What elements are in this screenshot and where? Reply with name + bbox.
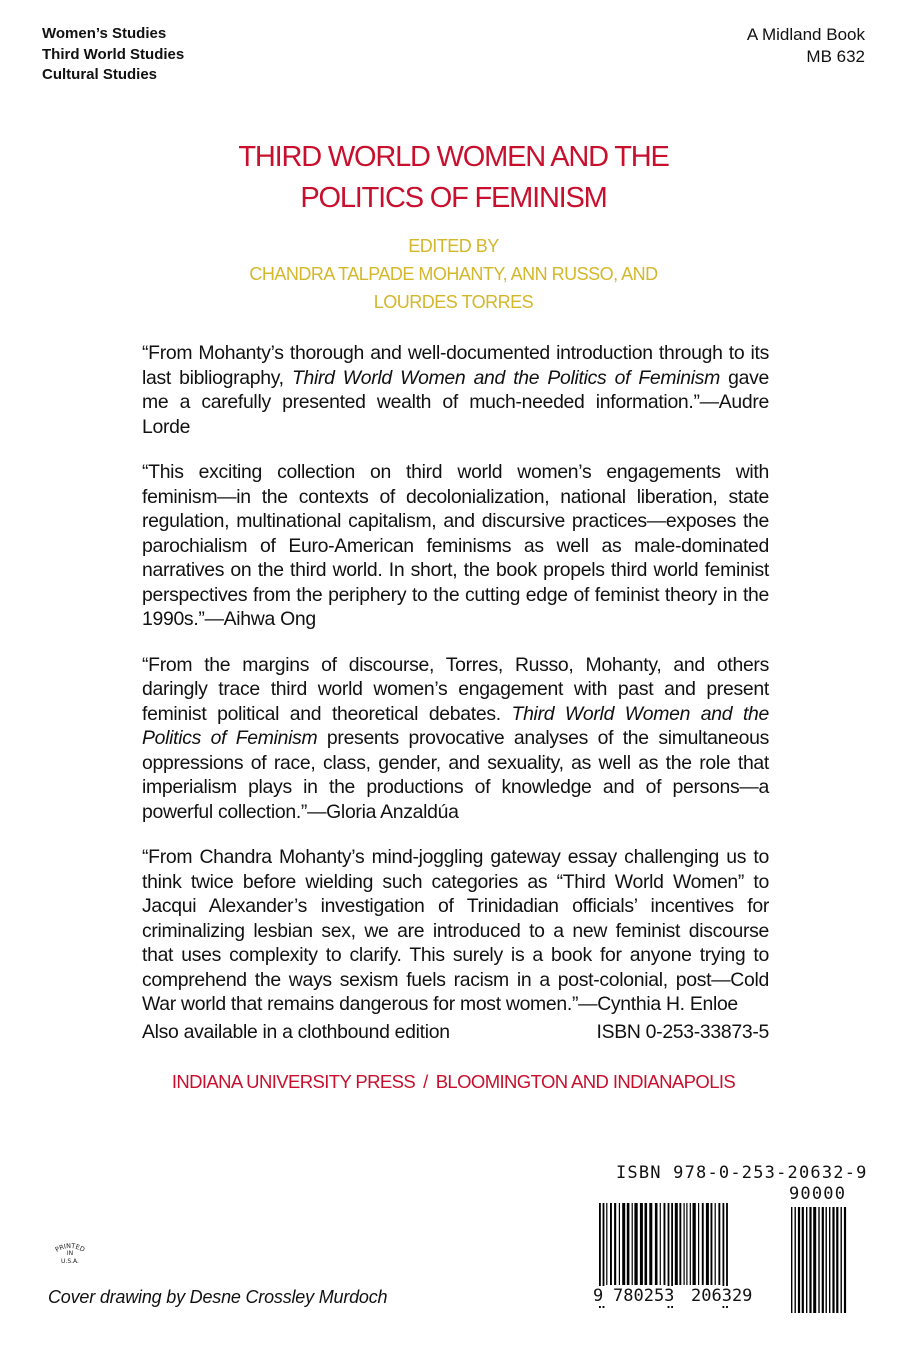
barcode-bar	[702, 1203, 704, 1285]
barcode-bar	[664, 1203, 666, 1285]
barcode-bar	[715, 1203, 716, 1285]
barcode-bar	[634, 1203, 637, 1285]
edited-by-label: EDITED BY	[408, 236, 499, 256]
press-cities: BLOOMINGTON AND INDIANAPOLIS	[435, 1071, 736, 1092]
barcode-bar	[826, 1207, 827, 1313]
editors-line-2: LOURDES TORRES	[373, 292, 534, 312]
barcode-bar	[645, 1203, 648, 1285]
quote-enloe: “From Chandra Mohanty’s mind-joggling gateway essay challenging us to think twice before wielding such categories as “Third World Women” to Jacqui Alexander’s investigation of Trinidadian officials’ incentives for criminalizing lesbian sex, we are introduced to a new feminist discourse that uses complexity to clarify. This surely is a book for anyone trying to comprehend the ways sexism fuels racism in a post-colonial, post—Cold War world that remains dangerous for most women.”—Cynthia H. Enloe	[142, 846, 769, 1015]
quote-lorde: “From Mohanty’s thorough and well-documented introduction through to its last bibliography, Third World Women and the Politics of Feminism gave me a carefully presented wealth of much-needed information.”—Audre Lorde	[142, 342, 770, 438]
barcode-bar	[693, 1203, 696, 1285]
barcode-bar	[844, 1207, 846, 1313]
endorsement-quotes	[142, 341, 769, 1038]
publisher-line	[0, 1071, 907, 1093]
series-number: MB 632	[806, 47, 865, 66]
category-third-world-studies: Third World Studies	[42, 45, 185, 63]
ean-right-group: 206329	[691, 1286, 753, 1306]
svg-text:U.S.A.: U.S.A.	[61, 1258, 79, 1265]
press-separator: /	[423, 1071, 428, 1092]
barcode-bar	[632, 1203, 633, 1285]
book-title-italic: Third World Women and the Politics of Feminism	[291, 366, 720, 389]
svg-text:IN: IN	[66, 1250, 74, 1257]
series-name: A Midland Book	[746, 25, 865, 44]
barcode-bar	[813, 1207, 816, 1313]
barcode-bar	[655, 1203, 658, 1285]
barcode-bar	[832, 1207, 834, 1313]
barcode-bar	[649, 1203, 652, 1285]
barcode-bar	[640, 1203, 643, 1285]
cover-credit: Cover drawing by Desne Crossley Murdoch	[48, 1287, 388, 1307]
printed-text: PRINTED	[53, 1241, 87, 1254]
barcode-bar	[619, 1203, 620, 1285]
clothbound-note: Also available in a clothbound edition	[142, 1021, 450, 1043]
barcode-bar	[698, 1203, 699, 1285]
barcode-bar	[836, 1207, 838, 1313]
series-info	[747, 24, 865, 68]
barcode-bar	[675, 1203, 678, 1285]
press-name: INDIANA UNIVERSITY PRESS	[171, 1071, 416, 1092]
isbn-10: ISBN 0-253-33873-5	[596, 1021, 769, 1043]
ean-left-group: 780253	[613, 1286, 675, 1306]
barcode-addon-code: 90000	[789, 1184, 847, 1204]
editors-block	[0, 232, 907, 316]
barcode-bar	[606, 1203, 607, 1285]
category-cultural-studies: Cultural Studies	[42, 66, 158, 83]
category-womens-studies: Women’s Studies	[42, 25, 167, 42]
barcode-bar	[798, 1207, 800, 1313]
isbn-13-label: ISBN 978-0-253-20632-9	[616, 1163, 868, 1183]
ean-digits	[593, 1286, 783, 1306]
barcode-bar	[791, 1207, 792, 1313]
barcode-bar	[806, 1207, 807, 1313]
barcode-bar	[660, 1203, 661, 1285]
subject-categories	[42, 24, 184, 86]
barcode-bar	[802, 1207, 804, 1313]
barcode-bar	[684, 1203, 685, 1285]
quote-anzaldua: “From the margins of discourse, Torres, Russo, Mohanty, and others daringly trace third world women’s engagement with past and present feminist political and theoretical debates. Third World Women and the Politics of Feminism presents provocative analyses of the simultaneous oppressions of race, class, gender, and sexuality, as well as the role that imperialism plays in the productions of knowledge and of persons—a powerful collection.”—Gloria Anzaldúa	[142, 653, 769, 823]
title-line-1: THIRD WORLD WOMEN AND THE	[238, 141, 669, 173]
barcode-bar	[610, 1203, 612, 1285]
barcode-bar	[706, 1203, 709, 1285]
barcode-bar	[711, 1203, 713, 1285]
barcode-bar	[822, 1207, 824, 1313]
barcode-bar	[818, 1207, 819, 1313]
barcode-bar	[809, 1207, 811, 1313]
editors-line-1: CHANDRA TALPADE MOHANTY, ANN RUSSO, AND	[249, 264, 658, 284]
ean-first-digit: 9	[593, 1286, 604, 1306]
book-title-italic: Third World Women and the Politics of Feminism	[142, 702, 769, 749]
barcode-bar	[622, 1203, 625, 1285]
quote-ong: “This exciting collection on third world women’s engagements with feminism—in the contexts of decolonialization, national liberation, state regulation, multinational capitalism, and discursive practices—exposes the parochialism of Euro-American feminisms as well as male-dominated narratives on the third world. In short, the book propels third world feminist perspectives from the periphery to the cutting edge of feminist theory in the 1990s.”—Aihwa Ong	[142, 461, 769, 630]
availability-row	[142, 1021, 769, 1044]
barcode-bar	[627, 1203, 630, 1285]
barcode-bar	[686, 1203, 687, 1285]
barcode-bar	[690, 1203, 691, 1285]
title-line-2: POLITICS OF FEMINISM	[300, 182, 607, 214]
barcode-bar	[795, 1207, 796, 1313]
barcode-bar	[841, 1207, 842, 1313]
barcode-bar	[679, 1203, 681, 1285]
book-title	[0, 137, 907, 219]
printed-in-usa-seal	[40, 1235, 100, 1275]
barcode-bar	[829, 1207, 830, 1313]
barcode-bar	[718, 1203, 720, 1285]
barcode-bar	[614, 1203, 616, 1285]
